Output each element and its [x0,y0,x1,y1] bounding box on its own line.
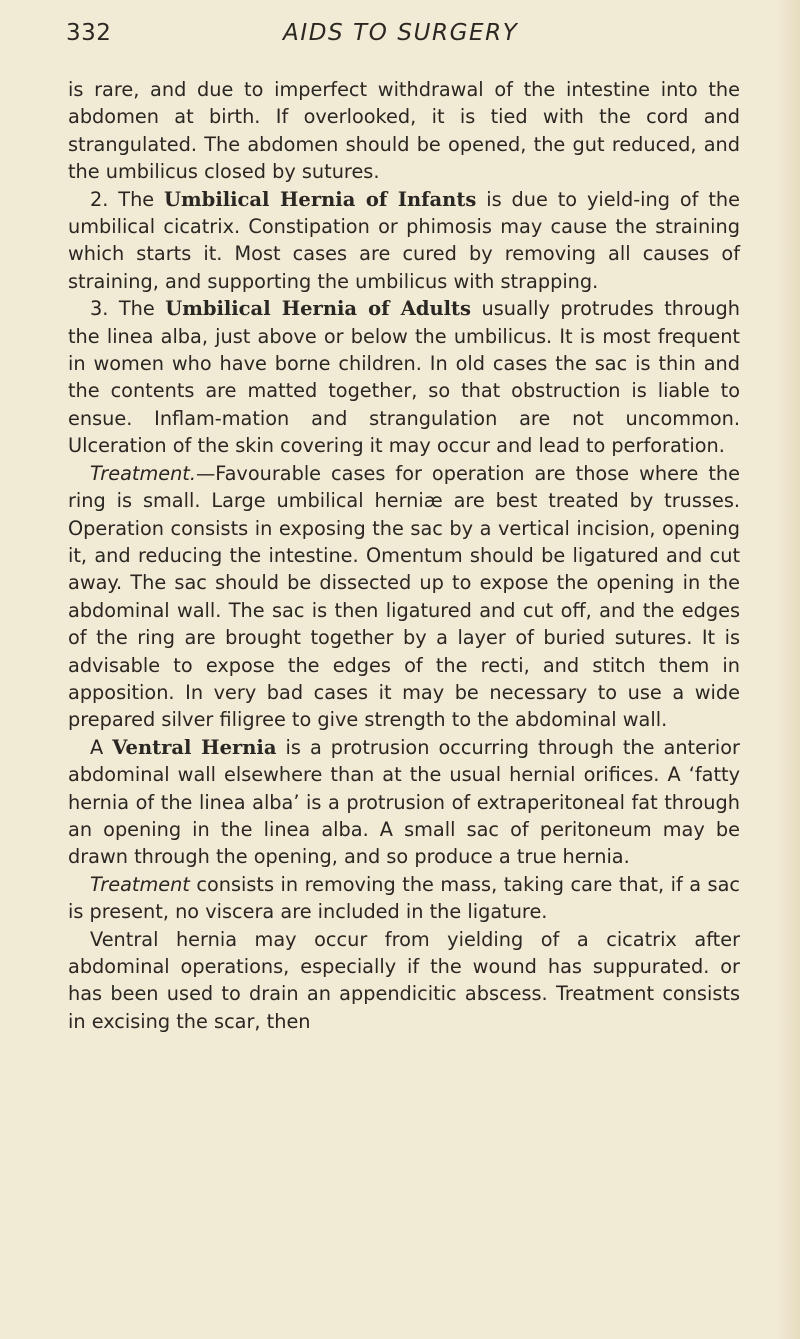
body-text [68,76,740,1035]
section-heading: Umbilical Hernia of Infants [164,187,477,211]
paragraph-text: is due to yield-ing of the umbilical cicatrix. Constipation or phimosis may cause the straining which starts it. Most cases are cured by removing all causes of straining, and supporting the umbilicus with strapping. [68,187,740,293]
paragraph-prefix: 2. The [90,187,165,211]
paragraph-prefix: 3. The [90,297,166,321]
paragraph-umbilical-hernia-infants [68,186,740,296]
section-heading: Ventral Hernia [112,735,277,759]
paragraph-text: Ventral hernia may occur from yielding of a cicatrix after abdominal operations, especially if the wound has suppurated. or has been used to drain an appendicitic abscess. Treatment consists in excising the scar, then [68,927,740,1033]
paragraph-ventral-hernia [68,734,740,871]
treatment-label: Treatment. [90,461,196,485]
paragraph-umbilical-hernia-adults [68,295,740,459]
paragraph-ventral-cicatrix [68,926,740,1036]
paragraph-treatment-umbilical [68,460,740,734]
paragraph-text: consists in removing the mass, taking care that, if a sac is present, no viscera are included in the ligature. [68,872,740,924]
paragraph-treatment-ventral [68,871,740,926]
paragraph-text: is a protrusion occurring through the anterior abdominal wall elsewhere than at the usual hernial orifices. A ‘fatty hernia of the linea alba’ is a protrusion of extraperitoneal fat through an opening in the linea alba. A small sac of peritoneum may be drawn through the opening, and so produce a true hernia. [68,735,740,869]
running-title: AIDS TO SURGERY [283,20,519,46]
paragraph-text: is rare, and due to imperfect withdrawal of the intestine into the abdomen at birth. If overlooked, it is tied with the cord and strangulated. The abdomen should be opened, the gut reduced, and the umbilicus closed by sutures. [68,78,740,184]
paragraph-text: usually protrudes through the linea alba, just above or below the umbilicus. It is most frequent in women who have borne children. In old cases the sac is thin and the contents are matted together, so that obstruction is liable to ensue. Inflam-mation and strangulation are not uncommon. Ulceration of the skin covering it may occur and lead to perforation. [68,297,740,458]
page-edge-shadow [778,0,800,1339]
page-header [66,18,756,58]
page-number: 332 [66,20,112,46]
section-heading: Umbilical Hernia of Adults [165,297,472,321]
paragraph-continuation [68,76,740,186]
paragraph-prefix: A [90,735,113,759]
paragraph-text: —Favourable cases for operation are those where the ring is small. Large umbilical herniæ are best treated by trusses. Operation consists in exposing the sac by a vertical incision, opening it, and reducing the intestine. Omentum should be ligatured and cut away. The sac should be dissected up to expose the opening in the abdominal wall. The sac is then ligatured and cut off, and the edges of the ring are brought together by a layer of buried sutures. It is advisable to expose the edges of the recti, and stitch them in apposition. In very bad cases it may be necessary to use a wide prepared silver filigree to give strength to the abdominal wall. [68,461,740,732]
treatment-label: Treatment [90,872,190,896]
